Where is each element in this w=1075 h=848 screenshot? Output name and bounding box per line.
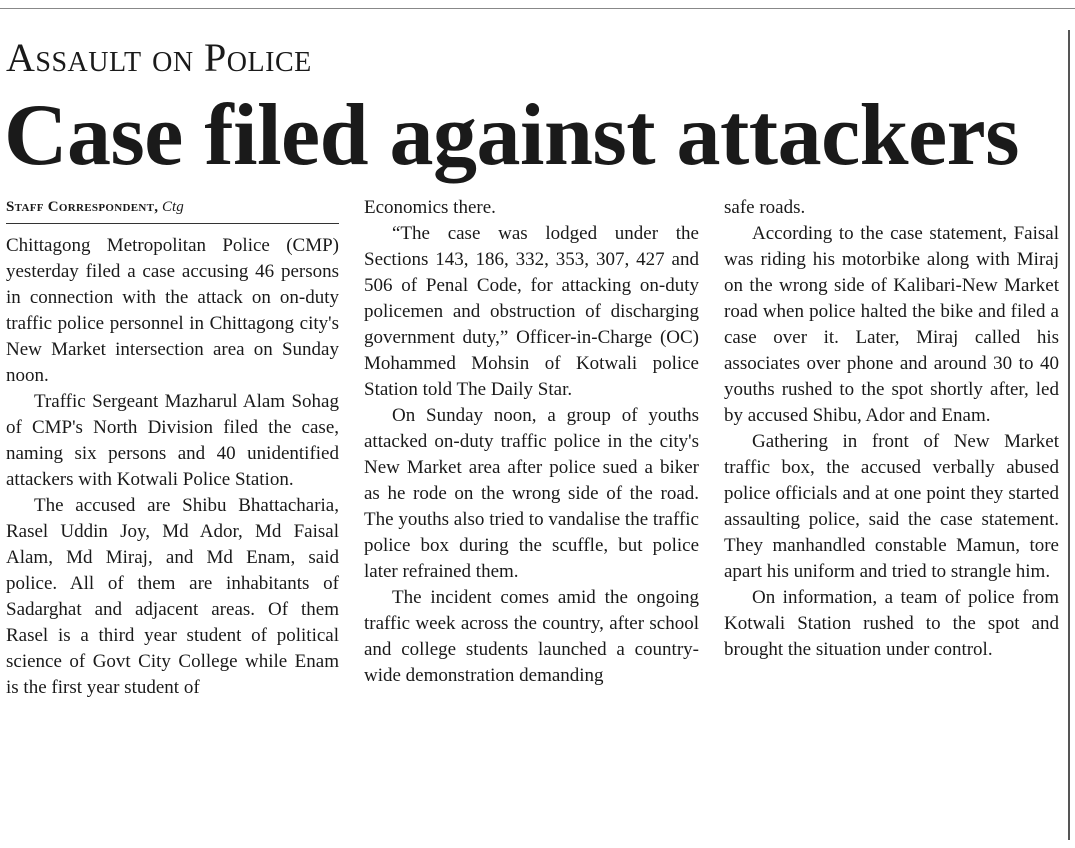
paragraph: Traffic Sergeant Mazharul Alam Sohag of CMP's North Division filed the case, naming six persons and 40 unidentified attackers with Kotwali Police Station. xyxy=(6,391,339,490)
article-column-3 xyxy=(724,195,1059,663)
article-column-2 xyxy=(364,195,699,689)
article-column-1 xyxy=(6,195,339,701)
byline xyxy=(6,195,339,224)
paragraph: On Sunday noon, a group of youths attacked on-duty traffic police in the city's New Market area after police sued a biker as he rode on the wrong side of the road. The youths also tried to vandalise the traffic police box during the scuffle, but police later refrained them. xyxy=(364,405,699,582)
paragraph: “The case was lodged under the Sections 143, 186, 332, 353, 307, 427 and 506 of Penal Code, for attacking on-duty policemen and obstruction of discharging government duty,” Officer-in-Charge (OC) Mohammed Mohsin of Kotwali police Station told The Daily Star. xyxy=(364,223,699,400)
kicker: Assault on Police xyxy=(6,35,312,80)
paragraph: The accused are Shibu Bhattacharia, Rasel Uddin Joy, Md Ador, Md Faisal Alam, Md Miraj, and Md Enam, said police. All of them are inhabitants of Sadarghat and adjacent areas. Of them Rasel is a third year student of political science of Govt City College while Enam is the first year student of xyxy=(6,495,339,698)
headline: Case filed against attackers xyxy=(4,87,1019,184)
byline-location: Ctg xyxy=(162,199,184,215)
paragraph: According to the case statement, Faisal was riding his motorbike along with Miraj on the wrong side of Kalibari-New Market road when police halted the bike and filed a case over it. Later, Miraj called his associates over phone and around 30 to 40 youths rushed to the spot shortly after, led by accused Shibu, Ador and Enam. xyxy=(724,223,1059,426)
paragraph: Economics there. xyxy=(364,197,496,218)
byline-name: Staff Correspondent, xyxy=(6,199,159,215)
paragraph: On information, a team of police from Kotwali Station rushed to the spot and brought the situation under control. xyxy=(724,587,1059,660)
top-rule xyxy=(0,8,1075,9)
paragraph: Gathering in front of New Market traffic box, the accused verbally abused police officials and at one point they started assaulting police, said the case statement. They manhandled constable Mamun, tore apart his uniform and tried to strangle him. xyxy=(724,431,1059,582)
paragraph: Chittagong Metropolitan Police (CMP) yesterday filed a case accusing 46 persons in connection with the attack on on-duty traffic police personnel in Chittagong city's New Market intersection area on Sunday noon. xyxy=(6,235,339,386)
paragraph: safe roads. xyxy=(724,197,806,218)
right-column-rule xyxy=(1068,30,1070,840)
paragraph: The incident comes amid the ongoing traffic week across the country, after school and college students launched a country-wide demonstration demanding xyxy=(364,587,699,686)
